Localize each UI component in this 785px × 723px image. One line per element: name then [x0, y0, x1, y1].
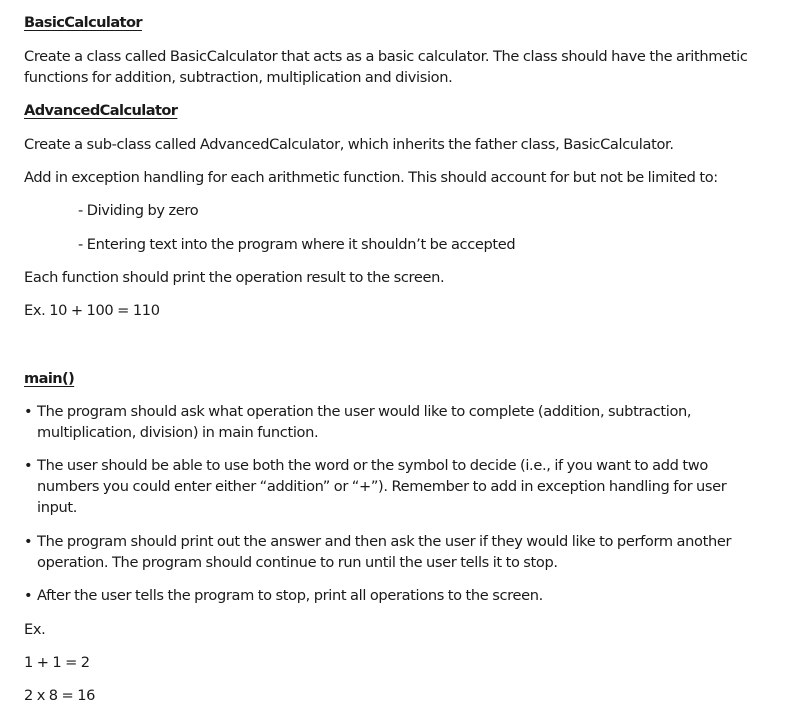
main-bullet-3	[24, 531, 764, 573]
main-example-line-1: 1 + 1 = 2	[24, 654, 90, 671]
bullet-line: multiplication, division) in main function.	[37, 424, 319, 441]
main-function-heading: main()	[24, 370, 75, 387]
bullet-icon: •	[24, 403, 33, 420]
dash-item-text-input: - Entering text into the program where it shouldn’t be accepted	[78, 236, 516, 253]
bullet-line: numbers you could enter either “addition” or “+”). Remember to add in exception handling for user	[37, 478, 727, 495]
main-example-line-2: 2 x 8 = 16	[24, 687, 96, 704]
bullet-line: input.	[37, 499, 78, 516]
main-bullet-4	[24, 585, 764, 606]
basic-calculator-heading: BasicCalculator	[24, 14, 142, 31]
basic-calculator-description-line-2: functions for addition, subtraction, multiplication and division.	[24, 69, 453, 86]
advanced-calculator-heading: AdvancedCalculator	[24, 102, 178, 119]
bullet-line: The program should print out the answer and then ask the user if they would like to perform another	[37, 533, 732, 550]
advanced-calculator-description: Create a sub-class called AdvancedCalculator, which inherits the father class, BasicCalculator.	[24, 136, 674, 153]
bullet-line: After the user tells the program to stop, print all operations to the screen.	[37, 587, 543, 604]
main-bullet-1	[24, 401, 764, 443]
dash-item-divide-by-zero: - Dividing by zero	[78, 202, 199, 219]
print-result-instruction: Each function should print the operation result to the screen.	[24, 269, 445, 286]
bullet-line: The user should be able to use both the word or the symbol to decide (i.e., if you want to add two	[37, 457, 708, 474]
advanced-example: Ex. 10 + 100 = 110	[24, 302, 160, 319]
exception-handling-instruction: Add in exception handling for each arithmetic function. This should account for but not be limited to:	[24, 169, 718, 186]
main-example-label: Ex.	[24, 621, 46, 638]
bullet-icon: •	[24, 587, 33, 604]
basic-calculator-description-line-1: Create a class called BasicCalculator that acts as a basic calculator. The class should have the arithmetic	[24, 48, 748, 65]
bullet-icon: •	[24, 457, 33, 474]
main-bullet-2	[24, 455, 764, 518]
bullet-line: operation. The program should continue to run until the user tells it to stop.	[37, 554, 558, 571]
bullet-icon: •	[24, 533, 33, 550]
bullet-line: The program should ask what operation the user would like to complete (addition, subtraction,	[37, 403, 692, 420]
